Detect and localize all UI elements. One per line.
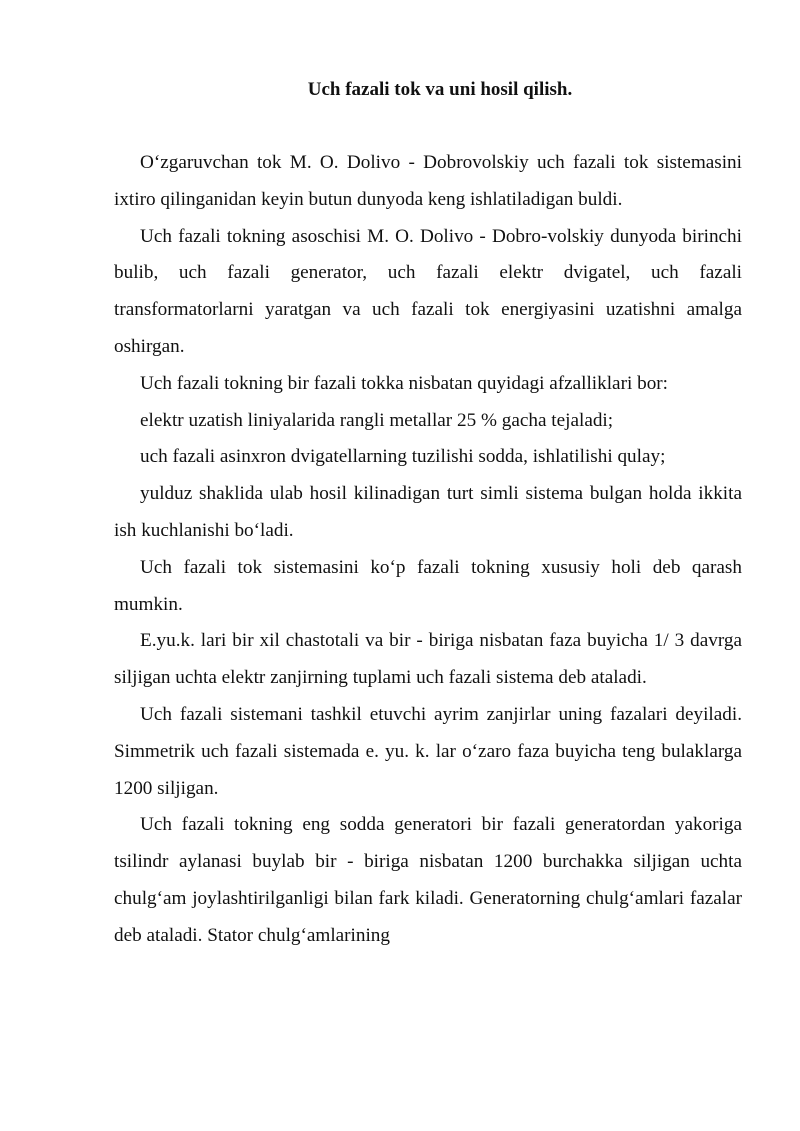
paragraph-advantages-heading: Uch fazali tokning bir fazali tokka nisbatan quyidagi afzalliklari bor: [140, 372, 669, 394]
document-title: Uch fazali tok va uni hosil qilish. [307, 79, 573, 100]
paragraph-generator: Uch fazali tokning eng sodda generatori bir fazali generatordan yakoriga tsilindr aylanasi buylab bir - biriga nisbatan 1200 burchakka siljigan uchta chulg‘am joylashtirilganligi bilan fark kiladi. Generatorning chulg‘amlari fazalar deb ataladi. Stator chulg‘amlarining [114, 814, 742, 946]
paragraph-phases: Uch fazali sistemani tashkil etuvchi ayrim zanjirlar uning fazalari deyiladi. Simmetrik uch fazali sistemada e. yu. k. lar o‘zaro faza buyicha teng bulaklarga 1200 siljigan. [114, 703, 742, 799]
paragraph-advantage-motors: uch fazali asinxron dvigatellarning tuzilishi sodda, ishlatilishi qulay; [140, 446, 666, 468]
paragraph-advantage-metals: elektr uzatish liniyalarida rangli metallar 25 % gacha tejaladi; [140, 409, 614, 431]
document-body [114, 145, 742, 955]
paragraph-polyphase: Uch fazali tok sistemasini ko‘p fazali tokning xususiy holi deb qarash mumkin. [114, 556, 742, 615]
paragraph-advantage-star: yulduz shaklida ulab hosil kilinadigan turt simli sistema bulgan holda ikkita ish kuchlanishi bo‘ladi. [114, 483, 742, 541]
paragraph-definition: E.yu.k. lari bir xil chastotali va bir - biriga nisbatan faza buyicha 1/ 3 davrga siljigan uchta elektr zanjirning tuplami uch fazali sistema deb ataladi. [114, 630, 742, 689]
paragraph-founder: Uch fazali tokning asoschisi M. O. Dolivo - Dobro-volskiy dunyoda birinchi bulib, uch fazali generator, uch fazali elektr dvigatel, uch fazali transformatorlarni yaratgan va uch fazali tok energiyasini uzatishni amalga oshirgan. [114, 225, 742, 357]
paragraph-intro: O‘zgaruvchan tok M. O. Dolivo - Dobrovolskiy uch fazali tok sistemasini ixtiro qilinganidan keyin butun dunyoda keng ishlatiladigan buldi. [114, 152, 742, 210]
